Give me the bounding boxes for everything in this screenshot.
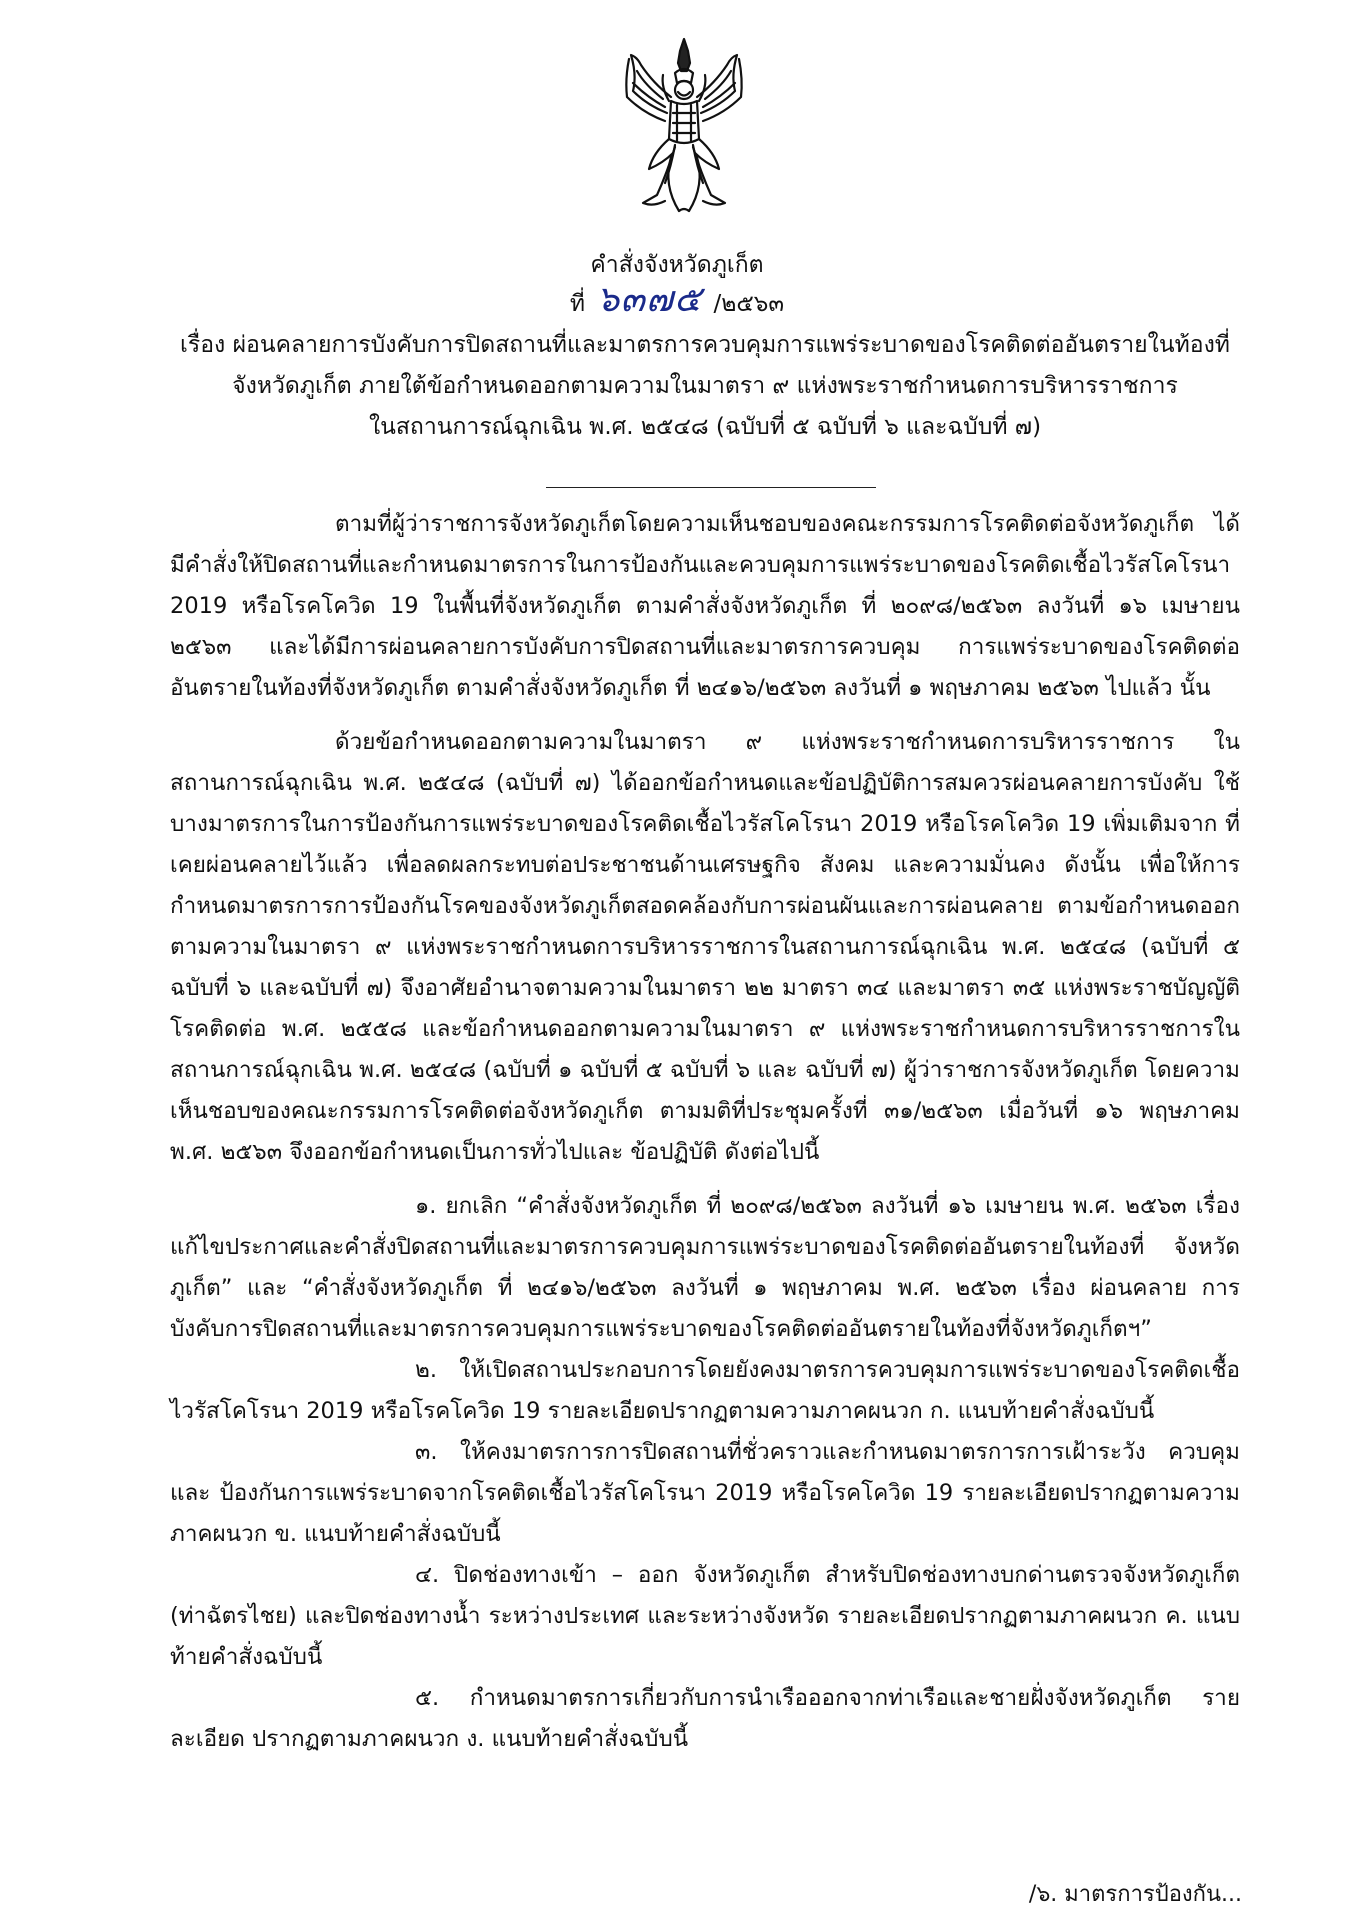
- item-5: ๕. กำหนดมาตรการเกี่ยวกับการนำเรือออกจากท่าเรือและชายฝั่งจังหวัดภูเก็ต รายละเอียด ปรากฏตามภาคผนวก ง. แนบท้ายคำสั่งฉบับนี้: [170, 1685, 1240, 1752]
- item-3: ๓. ให้คงมาตรการการปิดสถานที่ชั่วคราวและกำหนดมาตรการการเฝ้าระวัง ควบคุม และ ป้องกันการแพร่ระบาดจากโรคติดเชื้อไวรัสโคโรนา 2019 หรือโรคโควิด 19 รายละเอียดปรากฏตามความ ภาคผนวก ข. แนบท้ายคำสั่งฉบับนี้: [170, 1439, 1240, 1547]
- item-4: ๔. ปิดช่องทางเข้า – ออก จังหวัดภูเก็ต สำหรับปิดช่องทางบกด่านตรวจจังหวัดภูเก็ต (ท่าฉัตรไชย) และปิดช่องทางน้ำ ระหว่างประเทศ และระหว่างจังหวัด รายละเอียดปรากฏตามภาคผนวก ค. แนบท้ายคำสั่งฉบับนี้: [170, 1562, 1240, 1670]
- order-number-year: /๒๕๖๓: [713, 291, 785, 317]
- subject-block: [175, 325, 1235, 448]
- paragraph-1: ตามที่ผู้ว่าราชการจังหวัดภูเก็ตโดยความเห็นชอบของคณะกรรมการโรคติดต่อจังหวัดภูเก็ต ได้มีคำสั่งให้ปิดสถานที่และกำหนดมาตรการในการป้องกันและควบคุมการแพร่ระบาดของโรคติดเชื้อไวรัสโคโรนา 2019 หรือโรคโควิด 19 ในพื้นที่จังหวัดภูเก็ต ตามคำสั่งจังหวัดภูเก็ต ที่ ๒๐๙๘/๒๕๖๓ ลงวันที่ ๑๖ เมษายน ๒๕๖๓ และได้มีการผ่อนคลายการบังคับการปิดสถานที่และมาตรการควบคุม การแพร่ระบาดของโรคติดต่ออันตรายในท้องที่จังหวัดภูเก็ต ตามคำสั่งจังหวัดภูเก็ต ที่ ๒๔๑๖/๒๕๖๓ ลงวันที่ ๑ พฤษภาคม ๒๕๖๓ ไปแล้ว นั้น: [170, 511, 1240, 701]
- order-number-prefix: ที่: [569, 291, 586, 317]
- item-2: ๒. ให้เปิดสถานประกอบการโดยยังคงมาตรการควบคุมการแพร่ระบาดของโรคติดเชื้อ ไวรัสโคโรนา 2019 หรือโรคโควิด 19 รายละเอียดปรากฏตามความภาคผนวก ก. แนบท้ายคำสั่งฉบับนี้: [170, 1357, 1240, 1424]
- item-1: ๑. ยกเลิก “คำสั่งจังหวัดภูเก็ต ที่ ๒๐๙๘/๒๕๖๓ ลงวันที่ ๑๖ เมษายน พ.ศ. ๒๕๖๓ เรื่อง แก้ไขประกาศและคำสั่งปิดสถานที่และมาตรการควบคุมการแพร่ระบาดของโรคติดต่ออันตรายในท้องที่ จังหวัดภูเก็ต” และ “คำสั่งจังหวัดภูเก็ต ที่ ๒๔๑๖/๒๕๖๓ ลงวันที่ ๑ พฤษภาคม พ.ศ. ๒๕๖๓ เรื่อง ผ่อนคลาย การบังคับการปิดสถานที่และมาตรการควบคุมการแพร่ระบาดของโรคติดต่ออันตรายในท้องที่จังหวัดภูเก็ตฯ”: [170, 1193, 1240, 1342]
- order-number: [0, 279, 1354, 320]
- order-title: คำสั่งจังหวัดภูเก็ต: [590, 252, 764, 278]
- subject-line-1: เรื่อง ผ่อนคลายการบังคับการปิดสถานที่และมาตรการควบคุมการแพร่ระบาดของโรคติดต่ออันตรายในท้องที่: [180, 332, 1230, 358]
- subject-line-2: จังหวัดภูเก็ต ภายใต้ข้อกำหนดออกตามความในมาตรา ๙ แห่งพระราชกำหนดการบริหารราชการ: [232, 373, 1178, 399]
- body-text: [170, 504, 1240, 1760]
- handwritten-order-number: ๖๓๗๕: [596, 279, 703, 320]
- continued-marker: /๖. มาตรการป้องกัน...: [1028, 1882, 1242, 1907]
- paragraph-2: ด้วยข้อกำหนดออกตามความในมาตรา ๙ แห่งพระราชกำหนดการบริหารราชการ ในสถานการณ์ฉุกเฉิน พ.ศ. ๒๕๔๘ (ฉบับที่ ๗) ได้ออกข้อกำหนดและข้อปฏิบัติการสมควรผ่อนคลายการบังคับ ใช้บางมาตรการในการป้องกันการแพร่ระบาดของโรคติดเชื้อไวรัสโคโรนา 2019 หรือโรคโควิด 19 เพิ่มเติมจาก ที่เคยผ่อนคลายไว้แล้ว เพื่อลดผลกระทบต่อประชาชนด้านเศรษฐกิจ สังคม และความมั่นคง ดังนั้น เพื่อให้การกำหนดมาตรการการป้องกันโรคของจังหวัดภูเก็ตสอดคล้องกับการผ่อนผันและการผ่อนคลาย ตามข้อกำหนดออกตามความในมาตรา ๙ แห่งพระราชกำหนดการบริหารราชการในสถานการณ์ฉุกเฉิน พ.ศ. ๒๕๔๘ (ฉบับที่ ๕ ฉบับที่ ๖ และฉบับที่ ๗) จึงอาศัยอำนาจตามความในมาตรา ๒๒ มาตรา ๓๔ และมาตรา ๓๕ แห่งพระราชบัญญัติโรคติดต่อ พ.ศ. ๒๕๕๘ และข้อกำหนดออกตามความในมาตรา ๙ แห่งพระราชกำหนดการบริหารราชการในสถานการณ์ฉุกเฉิน พ.ศ. ๒๕๔๘ (ฉบับที่ ๑ ฉบับที่ ๕ ฉบับที่ ๖ และ ฉบับที่ ๗) ผู้ว่าราชการจังหวัดภูเก็ต โดยความเห็นชอบของคณะกรรมการโรคติดต่อจังหวัดภูเก็ต ตามมติที่ประชุมครั้งที่ ๓๑/๒๕๖๓ เมื่อวันที่ ๑๖ พฤษภาคม พ.ศ. ๒๕๖๓ จึงออกข้อกำหนดเป็นการทั่วไปและ ข้อปฏิบัติ ดังต่อไปนี้: [170, 729, 1240, 1165]
- divider-line: [546, 487, 876, 488]
- garuda-emblem-icon: [623, 35, 745, 215]
- subject-line-3: ในสถานการณ์ฉุกเฉิน พ.ศ. ๒๕๔๘ (ฉบับที่ ๕ ฉบับที่ ๖ และฉบับที่ ๗): [368, 414, 1042, 440]
